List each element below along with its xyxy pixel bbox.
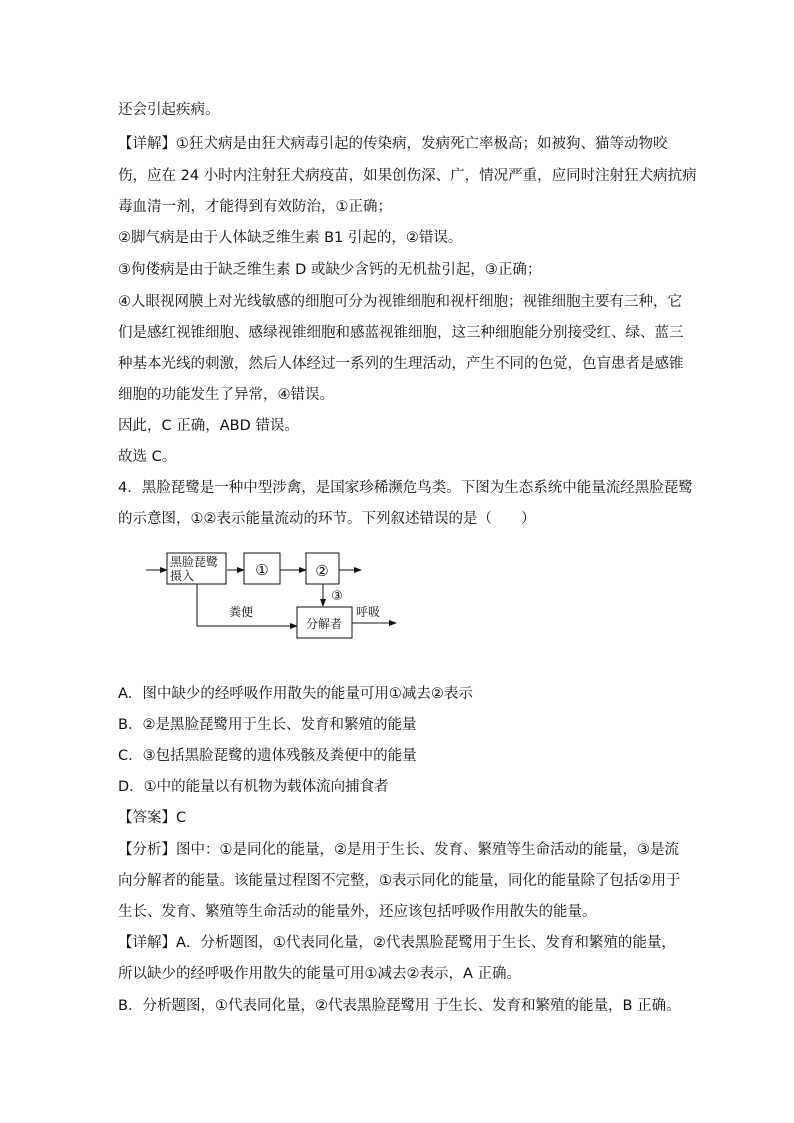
text-line: 们是感红视锥细胞、感绿视锥细胞和感蓝视锥细胞，这三种细胞能分别接受红、绿、蓝三 <box>118 325 684 341</box>
analysis-line: 【分析】图中：①是同化的能量，②是用于生长、发育、繁殖等生命活动的能量，③是流 <box>118 842 679 858</box>
text-line: 细胞的功能发生了异常，④错误。 <box>118 387 334 403</box>
label-3: ③ <box>331 589 343 604</box>
text-line: 因此，C 正确，ABD 错误。 <box>118 418 299 434</box>
decomposer-label: 分解者 <box>305 617 343 631</box>
box-1-label: ① <box>255 561 269 579</box>
option-b: B．②是黑脸琵鹭用于生长、发育和繁殖的能量 <box>118 717 417 733</box>
text-line: ③佝偻病是由于缺乏维生素 D 或缺少含钙的无机盐引起，③正确； <box>118 262 542 278</box>
option-c: C．③包括黑脸琵鹭的遗体残骸及粪便中的能量 <box>118 748 417 764</box>
explanation-line: B．分析题图，①代表同化量，②代表黑脸琵鹭用 于生长、发育和繁殖的能量，B 正确。 <box>118 998 681 1014</box>
text-line: 【详解】①狂犬病是由狂犬病毒引起的传染病，发病死亡率极高；如被狗、猫等动物咬 <box>118 136 668 152</box>
energy-flow-diagram <box>140 545 410 645</box>
answer-line: 【答案】C <box>118 810 187 826</box>
intake-label-1: 黑脸琵鹭 <box>170 555 219 569</box>
analysis-line: 生长、发育、繁殖等生命活动的能量外，还应该包括呼吸作用散失的能量。 <box>118 904 597 920</box>
explanation-line: 【详解】A．分析题图，①代表同化量，②代表黑脸琵鹭用于生长、发育和繁殖的能量， <box>118 935 676 951</box>
text-line: ②脚气病是由于人体缺乏维生素 B1 引起的，②错误。 <box>118 230 463 246</box>
text-line: 故选 C。 <box>118 449 177 465</box>
text-line: 还会引起疾病。 <box>118 102 220 118</box>
intake-label-2: 摄入 <box>170 569 195 583</box>
explanation-line: 所以缺少的经呼吸作用散失的能量可用①减去②表示，A 正确。 <box>118 966 522 982</box>
text-line: 毒血清一剂，才能得到有效防治，①正确； <box>118 199 392 215</box>
option-a: A．图中缺少的经呼吸作用散失的能量可用①减去②表示 <box>118 686 473 702</box>
respiration-label: 呼吸 <box>355 605 381 619</box>
question-stem-line: 4．黑脸琵鹭是一种中型涉禽，是国家珍稀濒危鸟类。下图为生态系统中能量流经黑脸琵鹭 <box>118 480 693 496</box>
question-stem-line: 的示意图，①②表示能量流动的环节。下列叙述错误的是（ ） <box>118 511 536 527</box>
analysis-line: 向分解者的能量。该能量过程图不完整，①表示同化的能量，同化的能量除了包括②用于 <box>118 873 681 889</box>
text-line: ④人眼视网膜上对光线敏感的细胞可分为视锥细胞和视杆细胞；视锥细胞主要有三种，它 <box>118 294 682 310</box>
option-d: D．①中的能量以有机物为载体流向捕食者 <box>118 779 389 795</box>
text-line: 种基本光线的刺激，然后人体经过一系列的生理活动，产生不同的色觉，色盲患者是感锥 <box>118 356 684 372</box>
text-line: 伤，应在 24 小时内注射狂犬病疫苗，如果创伤深、广，情况严重，应同时注射狂犬病抗病 <box>118 168 697 184</box>
box-2-label: ② <box>315 562 329 580</box>
feces-label: 粪便 <box>228 605 254 619</box>
